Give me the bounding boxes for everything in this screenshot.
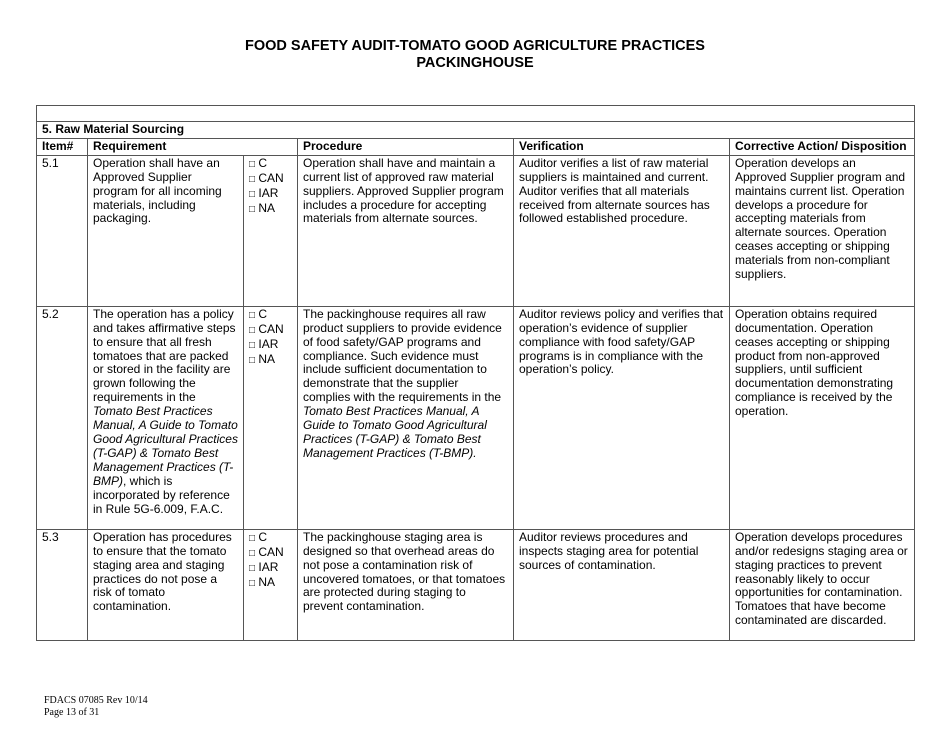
page-title [0,38,950,72]
table-row [37,306,915,529]
col-procedure: Procedure [298,138,514,155]
verification-cell: Auditor reviews policy and verifies that operation’s evidence of supplier compliance with food safety/GAP programs is in compliance with the operation’s policy. [514,306,730,529]
corrective-action-cell: Operation obtains required documentation. Operation ceases accepting or shipping product from non-approved suppliers, until sufficient documentation demonstrating compliance is received by the operation. [730,306,915,529]
col-requirement: Requirement [88,138,298,155]
requirement-cell: Operation has procedures to ensure that the tomato staging area and staging practices do not pose a risk of tomato contamination. [88,529,244,640]
checkbox-na[interactable]: □ NA [249,200,276,215]
procedure-cell: The packinghouse requires all raw product suppliers to provide evidence of food safety/GAP programs and compliance. Such evidence must include sufficient documentation to demonstrate that the supplier complies with the requirements in the Tomato Best Practices Manual, A Guide to Tomato Good Agricultural Practices (T-GAP) & Tomato Best Management Practices (T-BMP). [298,306,514,529]
requirement-cell: Operation shall have an Approved Supplier program for all incoming materials, including packaging. [88,155,244,306]
form-number: FDACS 07085 Rev 10/14 [44,695,148,706]
checkbox-can[interactable]: □ CAN [249,544,284,559]
title-line-2: PACKINGHOUSE [416,55,534,71]
status-options [244,529,298,640]
checkbox-can[interactable]: □ CAN [249,170,284,185]
title-line-1: FOOD SAFETY AUDIT-TOMATO GOOD AGRICULTURE PRACTICES [245,38,705,54]
table-row [37,529,915,640]
requirement-cell: The operation has a policy and takes affirmative steps to ensure that all fresh tomatoes that are packed or stored in the facility are grown following the requirements in the Tomato Best Practices Manual, A Guide to Tomato Good Agricultural Practices (T-GAP) & Tomato Best Management Practices (T-BMP), which is incorporated by reference in Rule 5G-6.009, F.A.C. [88,306,244,529]
procedure-cell: The packinghouse staging area is designed so that overhead areas do not pose a contamination risk of uncovered tomatoes, or that tomatoes are protected during staging to prevent contamination. [298,529,514,640]
section-header-row [37,122,915,139]
verification-cell: Auditor reviews procedures and inspects staging area for potential sources of contamination. [514,529,730,640]
corrective-action-cell: Operation develops an Approved Supplier program and maintains current list. Operation develops a procedure for accepting materials from alternate sources. Operation ceases accepting or shipping materials from non-compliant suppliers. [730,155,915,306]
checkbox-iar[interactable]: □ IAR [249,559,279,574]
table-row [37,155,915,306]
checkbox-c[interactable]: □ C [249,155,268,170]
status-options [244,155,298,306]
manual-title: Tomato Best Practices Manual, A Guide to Tomato Good Agricultural Practices (T-GAP) & Tomato Best Management Practices (T-BMP) [93,404,238,488]
blank-row [37,106,915,122]
procedure-cell: Operation shall have and maintain a current list of approved raw material suppliers. Approved Supplier program includes a procedure for accepting materials from alternate sources. [298,155,514,306]
col-item: Item# [37,138,88,155]
checkbox-iar[interactable]: □ IAR [249,185,279,200]
audit-table [36,105,915,641]
page-number: Page 13 of 31 [44,707,100,718]
checkbox-na[interactable]: □ NA [249,574,276,589]
column-header-row [37,138,915,155]
manual-title: Tomato Best Practices Manual, A Guide to Tomato Good Agricultural Practices (T-GAP) & Tomato Best Management Practices (T-BMP). [303,404,487,460]
item-number: 5.1 [37,155,88,306]
checkbox-c[interactable]: □ C [249,529,268,544]
item-number: 5.3 [37,529,88,640]
checkbox-can[interactable]: □ CAN [249,321,284,336]
item-number: 5.2 [37,306,88,529]
checkbox-na[interactable]: □ NA [249,351,276,366]
col-verification: Verification [514,138,730,155]
status-options [244,306,298,529]
verification-cell: Auditor verifies a list of raw material suppliers is maintained and current. Auditor verifies that all materials received from alternate sources has followed established procedure. [514,155,730,306]
checkbox-iar[interactable]: □ IAR [249,336,279,351]
corrective-action-cell: Operation develops procedures and/or redesigns staging area or staging practices to prevent reasonably likely to occur opportunities for contamination. Tomatoes that have become contaminated are discarded. [730,529,915,640]
col-corrective-action: Corrective Action/ Disposition [730,138,915,155]
page-footer [44,695,148,719]
checkbox-c[interactable]: □ C [249,306,268,321]
section-title: 5. Raw Material Sourcing [37,122,915,139]
